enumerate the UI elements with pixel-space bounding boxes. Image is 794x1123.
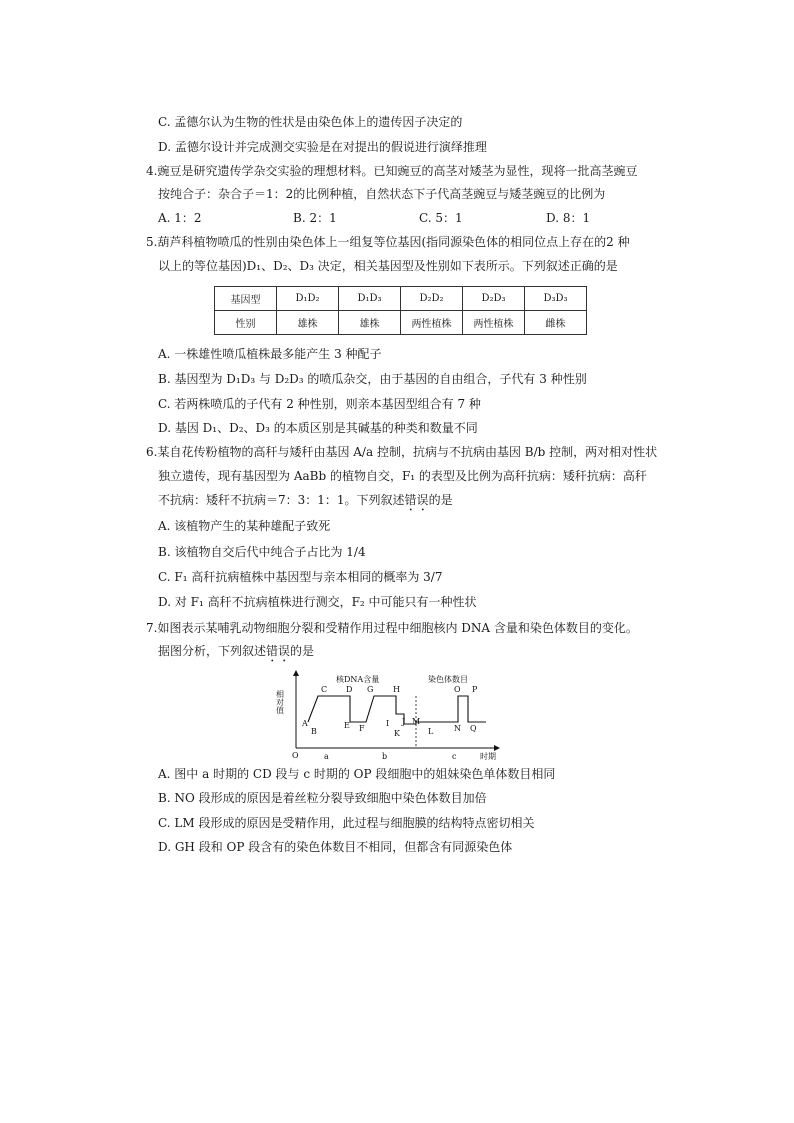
q5-option-a: A. 一株雄性喷瓜植株最多能产生 3 种配子 xyxy=(158,347,382,361)
point-label: Q xyxy=(470,724,477,733)
point-label: C xyxy=(321,685,328,694)
q6-option-a: A. 该植物产生的某种雄配子致死 xyxy=(158,519,331,533)
q7-option-b: B. NO 段形成的原因是着丝粒分裂导致细胞中染色体数目加倍 xyxy=(158,791,487,805)
dna-chromosome-figure xyxy=(272,668,512,760)
q6-stem-tail: 的是 xyxy=(428,493,453,507)
table-row xyxy=(215,311,587,335)
period-label: c xyxy=(452,752,457,760)
q6-option-d: D. 对 F₁ 高秆不抗病植株进行测交，F₂ 中可能只有一种性状 xyxy=(158,595,477,609)
q7-stem-text: 据图分析，下列叙述 xyxy=(158,644,267,658)
q5-option-b: B. 基因型为 D₁D₃ 与 D₂D₃ 的喷瓜杂交，由于基因的自由组合，子代有 3 种性别 xyxy=(158,372,587,386)
point-label: K xyxy=(394,729,400,738)
dna-chromosome-curve xyxy=(308,696,486,724)
table-cell: D₁D₂ xyxy=(277,287,339,311)
q4-option-a: A. 1：2 xyxy=(158,211,202,225)
q5-stem-line1: 5.葫芦科植物喷瓜的性别由染色体上一组复等位基因(指同源染色体的相同位点上存在的2 种 xyxy=(146,235,630,249)
point-label: O xyxy=(454,685,461,694)
table-cell: D₃D₃ xyxy=(525,287,587,311)
period-label: a xyxy=(324,752,329,760)
point-label: F xyxy=(359,724,365,733)
table-cell: D₂D₃ xyxy=(463,287,525,311)
origin-label: O xyxy=(292,751,299,760)
genotype-table xyxy=(214,286,587,335)
q5-option-d: D. 基因 D₁、D₂、D₃ 的本质区别是其碱基的种类和数量不同 xyxy=(158,421,478,435)
q6-option-c: C. F₁ 高秆抗病植株中基因型与亲本相同的概率为 3/7 xyxy=(158,570,443,584)
q7-option-a: A. 图中 a 时期的 CD 段与 c 时期的 OP 段细胞中的姐妹染色单体数目相同 xyxy=(158,767,556,781)
table-cell: 基因型 xyxy=(215,287,277,311)
table-cell: D₁D₃ xyxy=(339,287,401,311)
point-label: E xyxy=(344,721,350,730)
table-cell: 雄株 xyxy=(339,311,401,335)
y-axis-arrow xyxy=(293,670,299,676)
x-axis-arrow xyxy=(494,745,500,751)
table-cell: 性别 xyxy=(215,311,277,335)
q4-stem-line1: 4.豌豆是研究遗传学杂交实验的理想材料。已知豌豆的高茎对矮茎为显性，现将一批高茎豌豆 xyxy=(146,164,638,178)
q7-stem-tail: 的是 xyxy=(290,644,315,658)
point-label: P xyxy=(472,685,478,694)
point-label: J xyxy=(402,717,406,726)
q4-stem-line2: 按纯合子：杂合子＝1：2的比例种植，自然状态下子代高茎豌豆与矮茎豌豆的比例为 xyxy=(158,187,606,201)
q7-option-c: C. LM 段形成的原因是受精作用，此过程与细胞膜的结构特点密切相关 xyxy=(158,816,535,830)
q6-option-b: B. 该植物自交后代中纯合子占比为 1/4 xyxy=(158,545,366,559)
q6-stem-line3 xyxy=(158,492,453,514)
q3-option-d: D. 孟德尔设计并完成测交实验是在对提出的假说进行演绎推理 xyxy=(158,140,487,154)
q6-stem-line1: 6.某自花传粉植物的高秆与矮秆由基因 A/a 控制，抗病与不抗病由基因 B/b 控制，两对相对性状 xyxy=(146,445,658,459)
chromosome-number-label: 染色体数目 xyxy=(428,675,468,684)
point-label: D xyxy=(346,685,353,694)
table-cell: 两性植株 xyxy=(463,311,525,335)
q4-option-d: D. 8：1 xyxy=(546,211,591,225)
q6-stem-text: 不抗病：矮秆不抗病＝7：3：1：1。下列叙述 xyxy=(158,493,405,507)
point-label: G xyxy=(367,685,374,694)
table-cell: 两性植株 xyxy=(401,311,463,335)
table-cell: D₂D₂ xyxy=(401,287,463,311)
emphasis-text: 错误 xyxy=(266,644,291,658)
table-row xyxy=(215,287,587,311)
dna-content-label: 核DNA含量 xyxy=(336,675,380,684)
point-label: N xyxy=(454,724,461,733)
q7-stem-line2 xyxy=(158,643,314,665)
point-label: L xyxy=(428,727,434,736)
q7-option-d: D. GH 段和 OP 段含有的染色体数目不相同，但都含有同源染色体 xyxy=(158,840,513,854)
table-cell: 雌株 xyxy=(525,311,587,335)
point-label: H xyxy=(393,685,400,694)
emphasis-text: 错误 xyxy=(404,493,429,507)
table-cell: 雄株 xyxy=(277,311,339,335)
point-label: I xyxy=(386,719,390,728)
q3-option-c: C. 孟德尔认为生物的性状是由染色体上的遗传因子决定的 xyxy=(158,115,463,129)
q5-stem-line2: 以上的等位基因)D₁、D₂、D₃ 决定，相关基因型及性别如下表所示。下列叙述正确的是 xyxy=(158,259,618,273)
point-label: M xyxy=(412,717,421,726)
q6-stem-line2: 独立遗传，现有基因型为 AaBb 的植物自交，F₁ 的表型及比例为高秆抗病：矮秆抗病：高秆 xyxy=(158,469,647,483)
q4-option-b: B. 2：1 xyxy=(293,211,337,225)
period-label: b xyxy=(382,752,388,760)
x-axis-label: 时期 xyxy=(480,752,496,760)
q4-option-c: C. 5：1 xyxy=(419,211,463,225)
point-label: B xyxy=(311,727,317,736)
point-label: A xyxy=(302,719,308,728)
y-axis-label: 相对值 xyxy=(275,690,285,714)
q7-stem-line1: 7.如图表示某哺乳动物细胞分裂和受精作用过程中细胞核内 DNA 含量和染色体数目的变化。 xyxy=(146,621,638,635)
q5-option-c: C. 若两株喷瓜的子代有 2 种性别，则亲本基因型组合有 7 种 xyxy=(158,397,481,411)
